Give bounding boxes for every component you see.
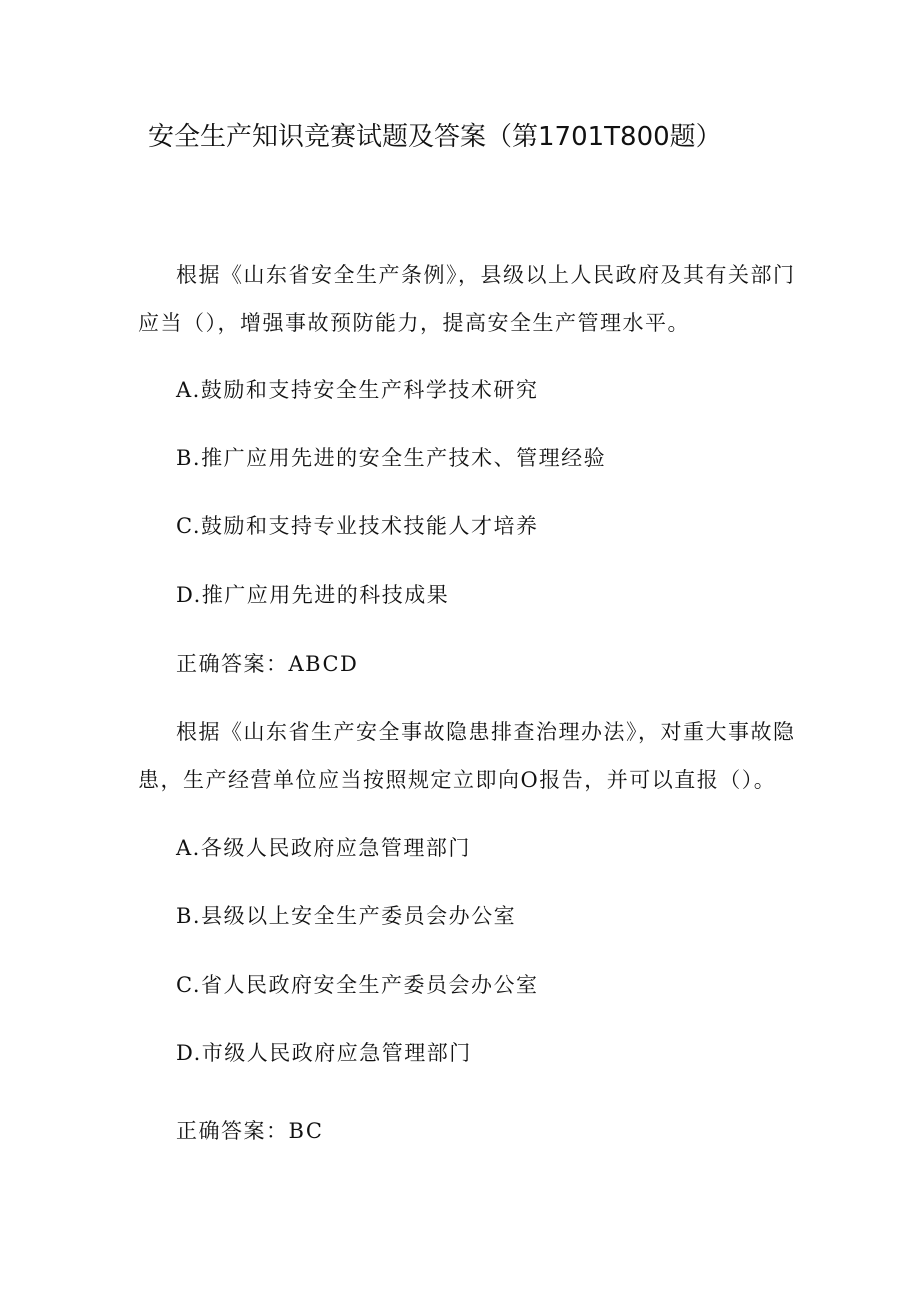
question-2-option-d: D.市级人民政府应急管理部门: [176, 1041, 472, 1065]
question-1-option-c: C.鼓励和支持专业技术技能人才培养: [176, 514, 539, 538]
document-title: 安全生产知识竞赛试题及答案（第1701T800题）: [148, 122, 722, 152]
question-2-stem-line-2: 患，生产经营单位应当按照规定立即向O报告，并可以直报（）。: [138, 768, 777, 792]
question-1-option-d: D.推广应用先进的科技成果: [176, 583, 450, 607]
question-1-answer: 正确答案：ABCD: [176, 652, 359, 676]
question-1-stem-line-2: 应当（），增强事故预防能力，提高安全生产管理水平。: [138, 311, 690, 335]
question-1-option-a: A.鼓励和支持安全生产科学技术研究: [176, 378, 539, 402]
question-2-option-c: C.省人民政府安全生产委员会办公室: [176, 973, 539, 997]
question-1-option-b: B.推广应用先进的安全生产技术、管理经验: [176, 446, 607, 470]
question-2-stem-line-1: 根据《山东省生产安全事故隐患排查治理办法》，对重大事故隐: [176, 720, 796, 744]
question-2-option-b: B.县级以上安全生产委员会办公室: [176, 904, 517, 928]
question-1-stem-line-1: 根据《山东省安全生产条例》，县级以上人民政府及其有关部门: [176, 263, 796, 287]
question-2-option-a: A.各级人民政府应急管理部门: [176, 836, 471, 860]
question-2-answer: 正确答案：BC: [176, 1119, 324, 1143]
